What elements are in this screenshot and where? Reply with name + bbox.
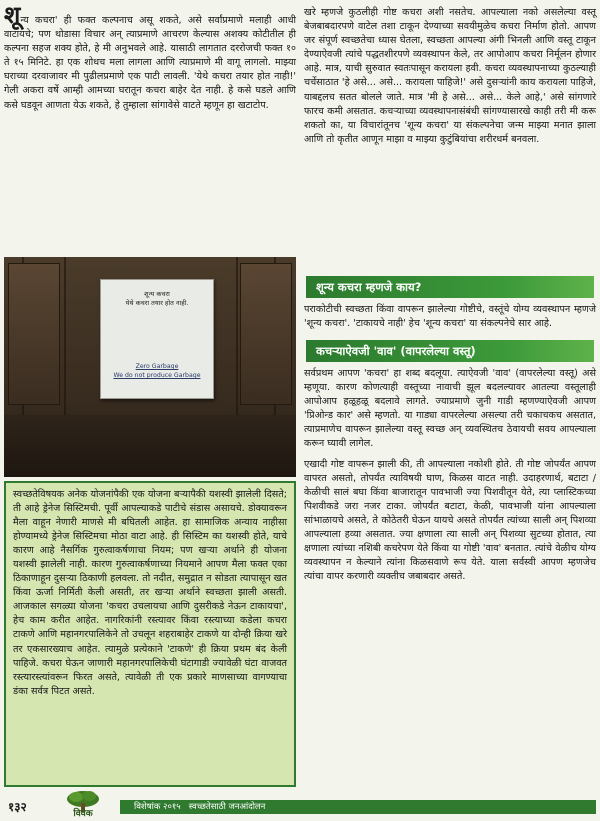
right-intro-block [304,6,596,147]
page-number: १३२ [8,800,27,814]
section1-block [304,303,596,331]
page-footer [0,790,600,821]
section2-block [304,367,596,584]
section-heading-vav: कचऱ्याऐवजी 'वाव' (वापरलेल्या वस्तू) [306,340,594,362]
sidebar-paragraph: स्वच्छतेविषयक अनेक योजनांपैकी एक योजना बऱ्यापैकी यशस्वी झालेली दिसते; ती आहे ड्रेनेज सिस्टिमची. पूर्वी आपल्याकडे पाटीचे संडास असायचे. डोक्यावरून मैला वाहून नेणारी माणसे मी बघितली आहेत. हा सामाजिक अन्याय नाहीसा होण्यामध्ये ड्रेनेज सिस्टिमचा मोठा वाटा आहे. ही सिस्टिम का यशस्वी होते, याचे कारण आहे नैसर्गिक गुरुत्वाकर्षणाचा नियम; पण खऱ्या अर्थाने ही योजना यशस्वी झालेली नाही. कारण गुरुत्वाकर्षणाच्या नियमाने आपण मैला फक्त एका ठिकाणाहून दुसऱ्या ठिकाणी हलवला. तो नदीत, समुद्रात न सोडता त्यापासून खत किंवा ऊर्जा निर्मिती केली असती, तर खऱ्या अर्थाने स्वच्छता झाली असती. आजकाल सगळ्या योजना 'कचरा उचलायचा आणि दुसरीकडे नेऊन टाकायचा', हेच काम करीत आहेत. नागरिकांनी रस्त्यावर किंवा रस्त्याच्या कडेला कचरा टाकणे आणि महानगरपालिकेने तो उचलून शहराबाहेर टाकणे या दोन्ही क्रिया खरे तर एकसारख्याच आहेत. त्यामुळे प्रत्येकाने 'टाकणे' ही क्रिया प्रथम बंद केली पाहिजे. कचरा घेऊन जाणारी महानगरपालिकेची घंटागाडी ज्यावेळी घंटा वाजवत रस्त्यारस्त्यांवरून फिरत असते, त्यावेळी ती एक प्रकारे माणसाच्या वागण्याचा डंका सर्वत्र पिटत असते. [13,489,287,697]
sign-english-title: Zero Garbage [135,363,179,370]
section1-paragraph: पराकोटीची स्वच्छता किंवा वापरून झालेल्या गोष्टीचे, वस्तूंचे योग्य व्यवस्थापन म्हणजे 'शून्य कचरा'. 'टाकायचे नाही' हेच 'शून्य कचरा' या संकल्पनेचे सार आहे. [304,304,596,330]
door-sign-photo [4,257,296,477]
drainage-sidebar-box [4,481,296,787]
logo-text: विवेक [73,809,93,819]
intro-text: न्य कचरा' ही फक्त कल्पनाच असू शकते, असे सर्वांप्रमाणे मलाही आधी वाटायचे; पण थोडासा विचार अन् त्याप्रमाणे आचरण केल्यास अशक्य कोटीतील ही कल्पना सहज शक्य होते, हे मी अनुभवले आहे. यासाठी लागतात दररोजची फक्त १० ते १५ मिनिटे. हा एक शोधच मला लागला आणि त्याप्रमाणे मी वागू लागलो. माझ्या घराच्या दरवाजावर मी पुढीलप्रमाणे एक पाटी लावली. 'येथे कचरा तयार होत नाही!' गेली अकरा वर्षे आम्ही आमच्या घरातून कचरा बाहेर देत नाही. हे कसे घडले आणि कसे घडवून आणता येऊ शकते, हे तुम्हाला सांगावेसे वाटते म्हणून हा खटाटोप. [4,15,296,111]
issue-label: विशेषांक २०१५ [134,802,181,812]
sign-english-subtitle: We do not produce Garbage [113,372,201,379]
section-heading-zero-garbage: शून्य कचरा म्हणजे काय? [306,276,594,298]
sign-marathi-title: शून्य कचरा [144,290,170,298]
sign-marathi-subtitle: येथे कचरा तयार होत नाही. [125,299,189,307]
drop-cap: शू [4,1,21,29]
zero-garbage-sign [100,279,214,399]
vivek-logo [56,790,110,820]
section2-paragraph-1: सर्वप्रथम आपण 'कचरा' हा शब्द बदलूया. त्याऐवजी 'वाव' (वापरलेल्या वस्तू) असे म्हणूया. कारण कोणत्याही वस्तूच्या नावाची झूल बदलल्यावर आतल्या वस्तूलाही आपोआप हळूहळू बदलावे लागते. ज्याप्रमाणे जुनी गाडी म्हणण्याऐवजी आपण 'प्रिओन्ड कार' असे म्हणतो. या गाड्या वापरलेल्या असल्या तरी चकाचकच असतात, त्याप्रमाणेच वापरून झालेल्या वस्तू स्वच्छ अन् व्यवस्थितच ठेवायची सवय आपल्याला करून घ्यावी लागेल. [304,368,596,450]
footer-banner [120,800,596,814]
intro-paragraph [4,1,296,113]
section2-paragraph-2: एखादी गोष्ट वापरून झाली की, ती आपल्याला नकोशी होते. ती गोष्ट जोपर्यंत आपण वापरत असतो, तोपर्यंत त्याविषयी घाण, किळस वाटत नाही. उदाहरणार्थ, बटाटा /केळीची सालं बघा किंवा बाजारातून पावभाजी ज्या पिशवीतून येते, त्या प्लास्टिकच्या पिशवीकडे जरा नजर टाका. जोपर्यंत बटाटा, केळी, पावभाजी यांना आपल्याला सांभाळायचे असते, ते कोठेतरी घेऊन यायचे असते तोपर्यंत त्यांच्या साली अन् पिशव्या आपल्याला हव्या असतात. ज्या क्षणाला त्या साली अन् पिशव्या सुटच्या होतात, त्या क्षणाला त्यांच्या नशिबी कचरेपण येते किंवा या गोष्टी 'वाव' बनतात. त्यांचे वेळीच योग्य व्यवस्थापन न केल्याने त्यांना किळसवाणे रूप येते. याला सर्वस्वी आपण म्हणजेच त्यांचा वापर करणारी व्यक्तीच जबाबदार असते. [304,458,596,583]
right-intro-paragraph: खरे म्हणजे कुठलीही गोष्ट कचरा अशी नसतेच. आपल्याला नको असलेल्या वस्तू बेजबाबदारपणे वाटेल तशा टाकून देण्याच्या सवयीमुळेच कचरा निर्माण होतो. आपण जर संपूर्ण स्वच्छतेचा ध्यास घेतला, स्वच्छता आपल्या अंगी भिनली आणि वस्तू टाकून देण्याऐवजी त्यांचे पद्धतशीरपणे व्यवस्थापन केले, तर आपोआप कचरा निर्मूलन होणार आहे. मात्र, याची सुरुवात स्वतःपासून करायला हवी. कचरा व्यवस्थापनाच्या कुठल्याही चर्चेसाठात 'हे असे... असे... करायला पाहिजे!' असे दुसऱ्यांनी काय करायला पाहिजे, याबद्दलच सतत बोलले जाते. मात्र 'मी हे असे... असे... केले आहे,' असे सांगणारे फारच कमी असतात. कचऱ्याच्या व्यवस्थापनासंबंधी सांगण्यासारखे काही तरी मी करू शकतो का, या विचारांतूनच 'शून्य कचरा' या संकल्पनेचा जन्म माझ्या मनात झाला आणि तो कृतीत आणून माझा व माझ्या कुटुंबियांचा शरीरधर्म बनवला. [304,7,596,145]
campaign-label: स्वच्छतेसाठी जनआंदोलन [188,802,266,812]
intro-block [4,1,296,113]
